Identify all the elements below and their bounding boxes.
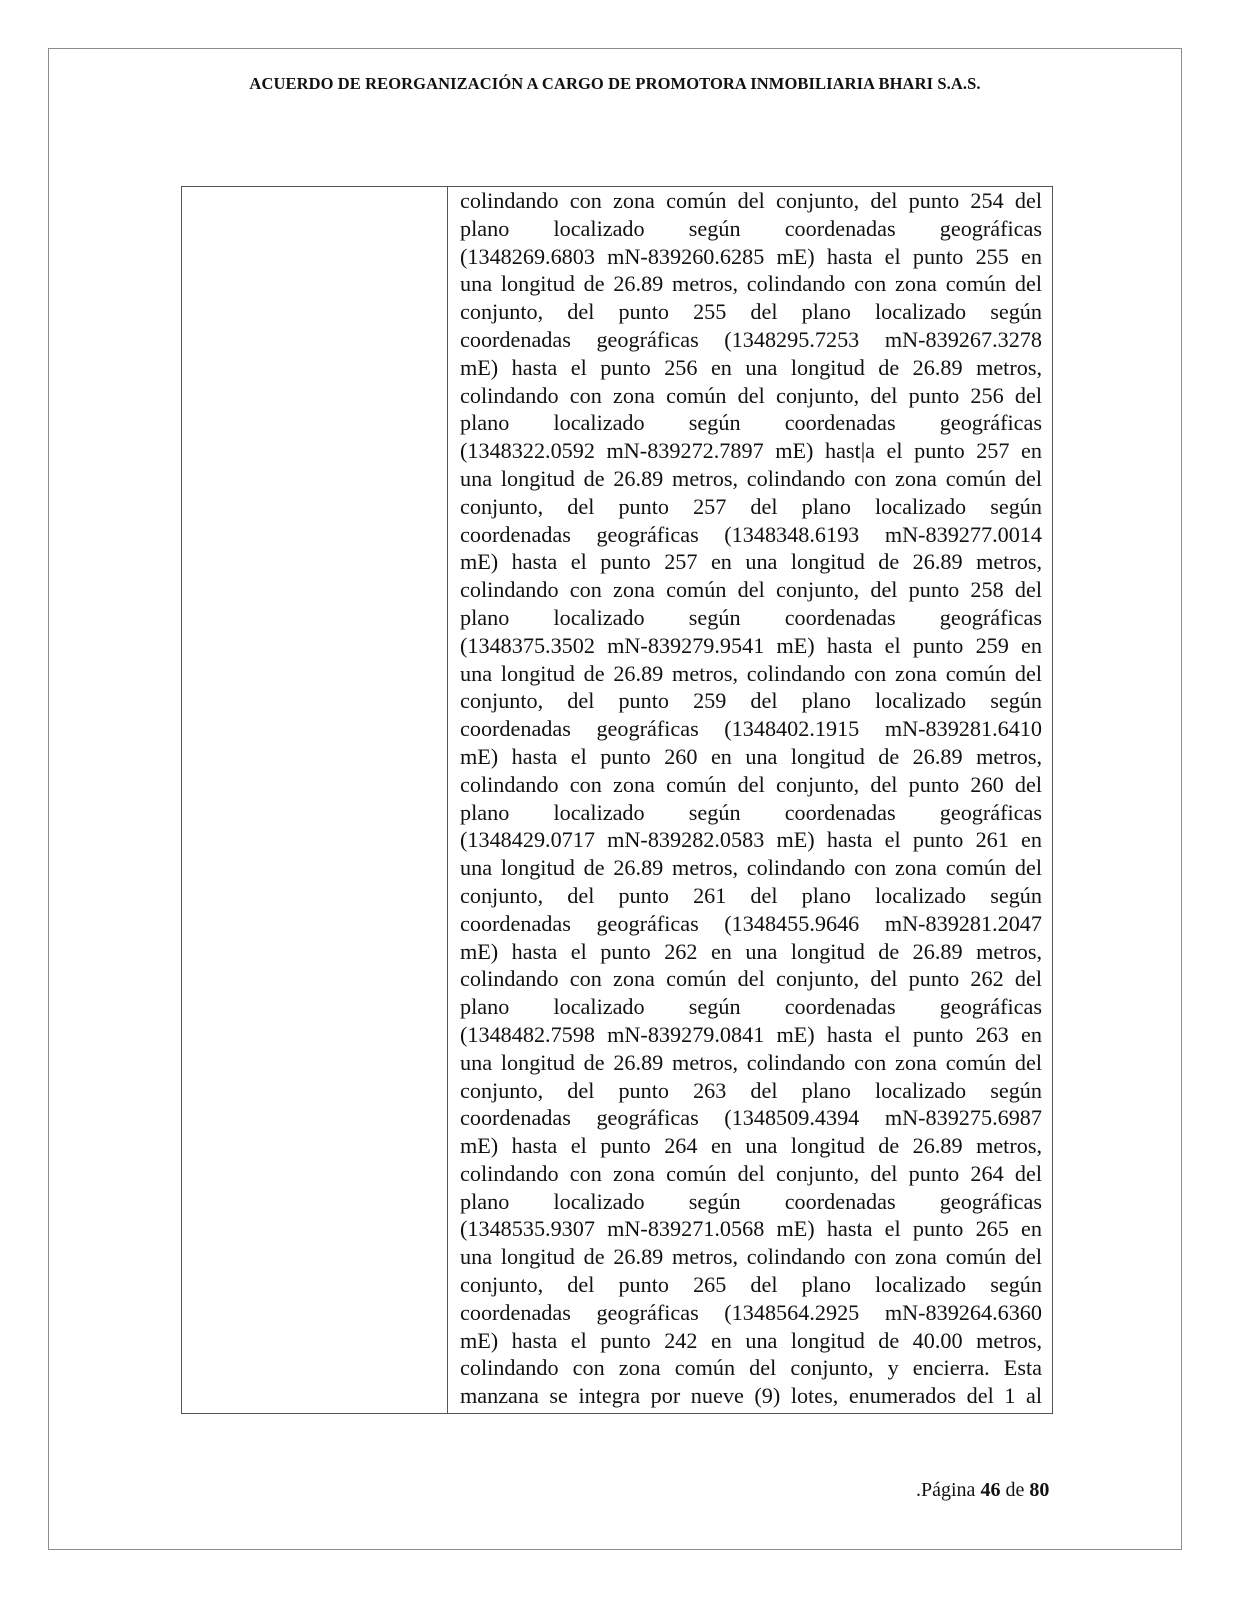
text-line: coordenadas geográficas (1348348.6193 mN-839277.0014 xyxy=(460,521,1042,547)
text-line: una longitud de 26.89 metros, colindando con zona común del xyxy=(460,1244,1042,1270)
text-line: mE) hasta el punto 260 en una longitud de 26.89 metros, xyxy=(460,743,1042,769)
text-line: manzana se integra por nueve (9) lotes, enumerados del 1 al xyxy=(460,1383,1042,1409)
text-line: plano localizado según coordenadas geográficas xyxy=(460,1188,1042,1214)
text-line: coordenadas geográficas (1348564.2925 mN-839264.6360 xyxy=(460,1299,1042,1325)
text-line: mE) hasta el punto 242 en una longitud de 40.00 metros, xyxy=(460,1327,1042,1353)
content-table xyxy=(181,186,1053,1414)
text-line: plano localizado según coordenadas geográficas xyxy=(460,215,1042,241)
text-line: conjunto, del punto 257 del plano localizado según xyxy=(460,493,1042,519)
text-line: mE) hasta el punto 257 en una longitud de 26.89 metros, xyxy=(460,549,1042,575)
text-line: coordenadas geográficas (1348295.7253 mN-839267.3278 xyxy=(460,326,1042,352)
text-line: colindando con zona común del conjunto, y encierra. Esta xyxy=(460,1355,1042,1381)
text-line: una longitud de 26.89 metros, colindando con zona común del xyxy=(460,271,1042,297)
text-line: (1348269.6803 mN-839260.6285 mE) hasta el punto 255 en xyxy=(460,243,1042,269)
document-header: ACUERDO DE REORGANIZACIÓN A CARGO DE PROMOTORA INMOBILIARIA BHARI S.A.S. xyxy=(249,74,981,93)
body-text xyxy=(460,187,1042,1410)
text-line: colindando con zona común del conjunto, del punto 258 del xyxy=(460,577,1042,603)
text-line: una longitud de 26.89 metros, colindando con zona común del xyxy=(460,1049,1042,1075)
text-line: colindando con zona común del conjunto, del punto 264 del xyxy=(460,1160,1042,1186)
text-line: coordenadas geográficas (1348402.1915 mN-839281.6410 xyxy=(460,716,1042,742)
text-line: conjunto, del punto 261 del plano localizado según xyxy=(460,882,1042,908)
page-separator: de xyxy=(1000,1479,1030,1501)
text-line: mE) hasta el punto 264 en una longitud de 26.89 metros, xyxy=(460,1133,1042,1159)
text-line: coordenadas geográficas (1348455.9646 mN-839281.2047 xyxy=(460,910,1042,936)
text-line: conjunto, del punto 259 del plano localizado según xyxy=(460,688,1042,714)
page-total: 80 xyxy=(1029,1479,1050,1501)
text-line: plano localizado según coordenadas geográficas xyxy=(460,799,1042,825)
text-line: plano localizado según coordenadas geográficas xyxy=(460,410,1042,436)
text-line: conjunto, del punto 265 del plano localizado según xyxy=(460,1272,1042,1298)
table-row xyxy=(182,187,1053,1414)
text-line: (1348429.0717 mN-839282.0583 mE) hasta el punto 261 en xyxy=(460,827,1042,853)
right-cell xyxy=(448,187,1053,1414)
text-line: conjunto, del punto 263 del plano localizado según xyxy=(460,1077,1042,1103)
text-line: una longitud de 26.89 metros, colindando con zona común del xyxy=(460,465,1042,491)
text-line: mE) hasta el punto 262 en una longitud de 26.89 metros, xyxy=(460,938,1042,964)
text-line: colindando con zona común del conjunto, del punto 262 del xyxy=(460,966,1042,992)
text-line: (1348375.3502 mN-839279.9541 mE) hasta el punto 259 en xyxy=(460,632,1042,658)
text-line: conjunto, del punto 255 del plano localizado según xyxy=(460,299,1042,325)
text-line: colindando con zona común del conjunto, del punto 260 del xyxy=(460,771,1042,797)
text-line: una longitud de 26.89 metros, colindando con zona común del xyxy=(460,660,1042,686)
left-cell xyxy=(182,187,448,1414)
text-line: plano localizado según coordenadas geográficas xyxy=(460,604,1042,630)
page-prefix: .Página xyxy=(916,1479,981,1501)
text-line: (1348322.0592 mN-839272.7897 mE) hast|a el punto 257 en xyxy=(460,438,1042,464)
page-current: 46 xyxy=(980,1479,1001,1501)
text-line: colindando con zona común del conjunto, del punto 256 del xyxy=(460,382,1042,408)
page-number xyxy=(916,1479,1049,1502)
text-line: una longitud de 26.89 metros, colindando con zona común del xyxy=(460,855,1042,881)
text-line: (1348482.7598 mN-839279.0841 mE) hasta el punto 263 en xyxy=(460,1021,1042,1047)
text-line: colindando con zona común del conjunto, del punto 254 del xyxy=(460,188,1042,213)
text-line: coordenadas geográficas (1348509.4394 mN-839275.6987 xyxy=(460,1105,1042,1131)
text-line: (1348535.9307 mN-839271.0568 mE) hasta el punto 265 en xyxy=(460,1216,1042,1242)
text-line: mE) hasta el punto 256 en una longitud de 26.89 metros, xyxy=(460,354,1042,380)
text-line: plano localizado según coordenadas geográficas xyxy=(460,994,1042,1020)
